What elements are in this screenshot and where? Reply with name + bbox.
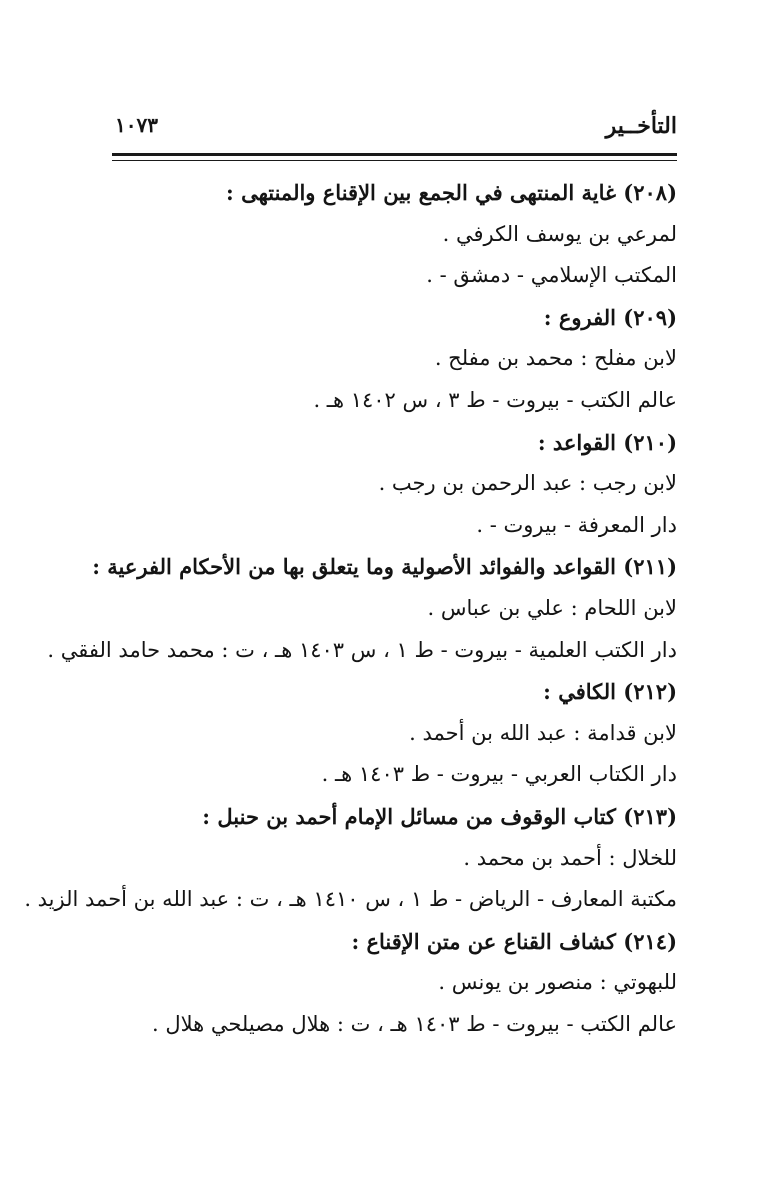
entry-heading: (٢١٠) القواعد : <box>537 429 677 455</box>
entry-publication: دار الكتب العلمية - بيروت - ط ١ ، س ١٤٠٣ هـ ، ت : محمد حامد الفقي . <box>47 637 677 662</box>
bibliography-entry <box>47 546 677 671</box>
header-rule-thick <box>112 153 677 156</box>
entry-publication: دار الكتاب العربي - بيروت - ط ١٤٠٣ هـ . <box>321 762 677 787</box>
entry-heading: (٢٠٨) غاية المنتهى في الجمع بين الإقناع والمنتهى : <box>226 180 677 205</box>
entry-author: لمرعي بن يوسف الكرفي . <box>442 221 677 246</box>
running-title: التأخــير <box>605 113 677 139</box>
entry-publication: المكتب الإسلامي - دمشق - . <box>426 263 677 288</box>
entry-heading: (٢١١) القواعد والفوائد الأصولية وما يتعلق بها من الأحكام الفرعية : <box>92 554 677 580</box>
bibliography-entry <box>77 297 677 422</box>
bibliography-entry <box>24 796 677 921</box>
entry-publication: عالم الكتب - بيروت - ط ١٤٠٣ هـ ، ت : هلال مصيلحي هلال . <box>151 1011 677 1036</box>
bibliography-entry <box>77 921 677 1046</box>
entry-heading: (٢١٤) كشاف القناع عن متن الإقناع : <box>351 928 677 954</box>
entry-heading: (٢٠٩) الفروع : <box>543 304 677 330</box>
entry-author: لابن مفلح : محمد بن مفلح . <box>434 346 677 371</box>
bibliography-entry <box>77 671 677 796</box>
entry-publication: عالم الكتب - بيروت - ط ٣ ، س ١٤٠٢ هـ . <box>313 387 677 412</box>
bibliography-entry <box>77 422 677 547</box>
page-number: ١٠٧٣ <box>115 113 158 137</box>
entry-author: لابن قدامة : عبد الله بن أحمد . <box>409 720 677 745</box>
bibliography-list <box>24 172 677 1045</box>
entry-publication: مكتبة المعارف - الرياض - ط ١ ، س ١٤١٠ هـ ، ت : عبد الله بن أحمد الزيد . <box>24 887 677 912</box>
entry-heading: (٢١٣) كتاب الوقوف من مسائل الإمام أحمد بن حنبل : <box>202 803 677 829</box>
entry-author: للخلال : أحمد بن محمد . <box>463 845 677 870</box>
entry-author: لابن رجب : عبد الرحمن بن رجب . <box>378 471 677 496</box>
entry-author: للبهوتي : منصور بن يونس . <box>438 970 677 995</box>
header-rule-thin <box>112 160 677 161</box>
entry-author: لابن اللحام : علي بن عباس . <box>427 595 677 620</box>
bibliography-entry <box>77 172 677 297</box>
entry-heading: (٢١٢) الكافي : <box>543 679 677 705</box>
entry-publication: دار المعرفة - بيروت - . <box>476 512 677 537</box>
